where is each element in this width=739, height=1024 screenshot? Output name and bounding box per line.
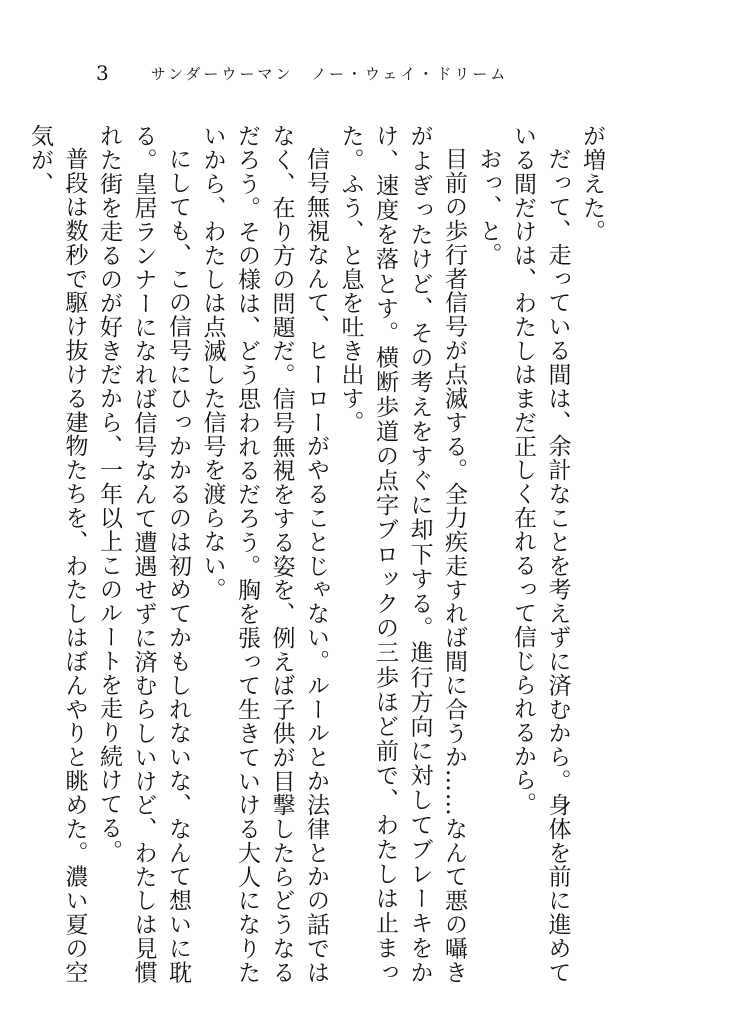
paragraph: 普段は数秒で駆け抜ける建物たちを、わたしはぼんやりと眺めた。濃い夏の空気が、 [27,124,88,984]
paragraph: おっ、と。 [475,147,502,267]
paragraph: だって、走っている間は、余計なことを考えずに済むから。身体を前に進めている間だけは、わたしはまだ正しく在れるって信じられるから。 [510,124,571,984]
paragraph: 信号無視なんて、ヒーローがやることじゃない。ルールとか法律とかの話ではなく、在り方の問題だ。信号無視をする姿を、例えば子供が目撃したらどうなるだろう。その様は、どう思われるだろう。胸を張って生きていける大人になりたいから、わたしは点滅した信号を渡らない。 [199,124,329,984]
paragraph: が増えた。 [579,124,605,244]
running-title: サンダーウーマン ノー・ウェイ・ドリーム [150,64,509,83]
vertical-body-text [27,124,609,984]
paragraph: にしても、この信号にひっかかるのは初めてかもしれないな、なんて想いに耽る。皇居ランナーになれば信号なんて遭遇せずに済むらしいけど、わたしは見慣れた街を走るのが好きだから、一年以上このルートを走り続けてる。 [96,124,191,984]
page-number: 3 [96,61,111,85]
page-header [96,58,508,88]
paragraph: 目前の歩行者信号が点滅する。全力疾走すれば間に合うか……なんて悪の囁きがよぎったけど、その考えをすぐに却下する。進行方向に対してブレーキをかけ、速度を落とす。横断歩道の点字ブロックの三歩ほど前で、わたしは止まった。ふう、と息を吐き出す。 [337,124,467,984]
